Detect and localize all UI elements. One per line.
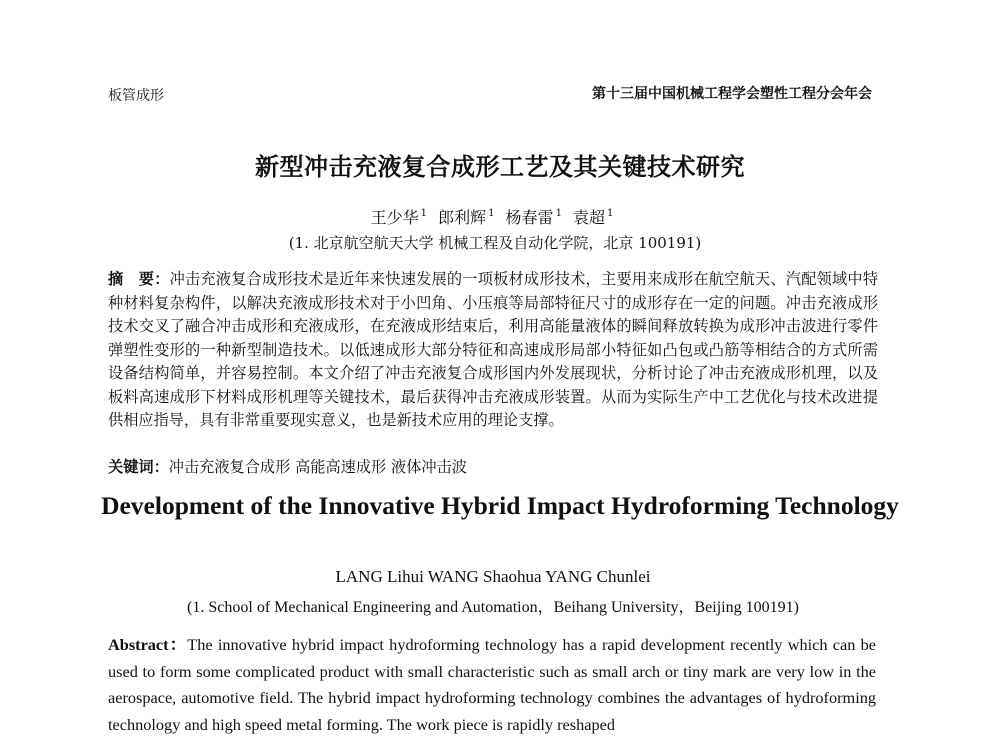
affiliation-mark: 1 <box>488 208 495 219</box>
affiliation-mark: 1 <box>420 208 427 219</box>
affiliation-chinese: (1. 北京航空航天大学 机械工程及自动化学院，北京 100191) <box>288 234 702 252</box>
abstract-text-english: The innovative hybrid impact hydroforming technology has a rapid development recently which can be used to form some complicated product with small characteristic such as small arch or tiny mark are very low in the aerospace, automotive field. The hybrid impact hydroforming technology combines the advantages of hydroforming technology and high speed metal forming. The work piece is rapidly reshaped <box>108 635 876 734</box>
paper-title-chinese: 新型冲击充液复合成形工艺及其关键技术研究 <box>255 152 745 181</box>
affiliation-mark: 1 <box>607 208 614 219</box>
author-name: 王少华 <box>370 208 419 227</box>
author-name: 杨春雷 <box>505 208 554 227</box>
author-list-chinese <box>0 205 990 228</box>
abstract-english <box>108 632 876 738</box>
running-header-conference: 第十三届中国机械工程学会塑性工程分会年会 <box>592 86 872 102</box>
abstract-label-chinese: 摘 要： <box>108 270 170 288</box>
keywords-chinese <box>108 456 878 477</box>
running-header-section: 板管成形 <box>108 88 164 104</box>
author-name: 郎利辉 <box>438 208 487 227</box>
affiliation-english: (1. School of Mechanical Engineering and Automation，Beihang University，Beijing 100191) <box>187 599 799 616</box>
abstract-chinese <box>108 268 878 433</box>
abstract-text-chinese: 冲击充液复合成形技术是近年来快速发展的一项板材成形技术，主要用来成形在航空航天、汽配领域中特种材料复杂构件，以解决充液成形技术对于小凹角、小压痕等局部特征尺寸的成形存在一定的问题。冲击充液成形技术交叉了融合冲击成形和充液成形，在充液成形结束后，利用高能量液体的瞬间释放转换为成形冲击波进行零件弹塑性变形的一种新型制造技术。以低速成形大部分特征和高速成形局部小特征如凸包或凸筋等相结合的方式所需设备结构简单，并容易控制。本文介绍了冲击充液复合成形国内外发展现状，分析讨论了冲击充液成形机理，以及板料高速成形下材料成形机理等关键技术，最后获得冲击充液成形装置。从而为实际生产中工艺优化与技术改进提供相应指导，具有非常重要现实意义，也是新技术应用的理论支撑。 <box>108 270 879 429</box>
abstract-label-english: Abstract： <box>108 635 188 654</box>
keywords-label-chinese: 关键词： <box>108 458 169 476</box>
keywords-text-chinese: 冲击充液复合成形 高能高速成形 液体冲击波 <box>168 458 467 476</box>
author-name: 袁超 <box>573 208 606 227</box>
paper-title-english: Development of the Innovative Hybrid Impact Hydroforming Technology <box>101 491 899 520</box>
author-list-english: LANG Lihui WANG Shaohua YANG Chunlei <box>335 567 651 586</box>
affiliation-mark: 1 <box>555 208 562 219</box>
